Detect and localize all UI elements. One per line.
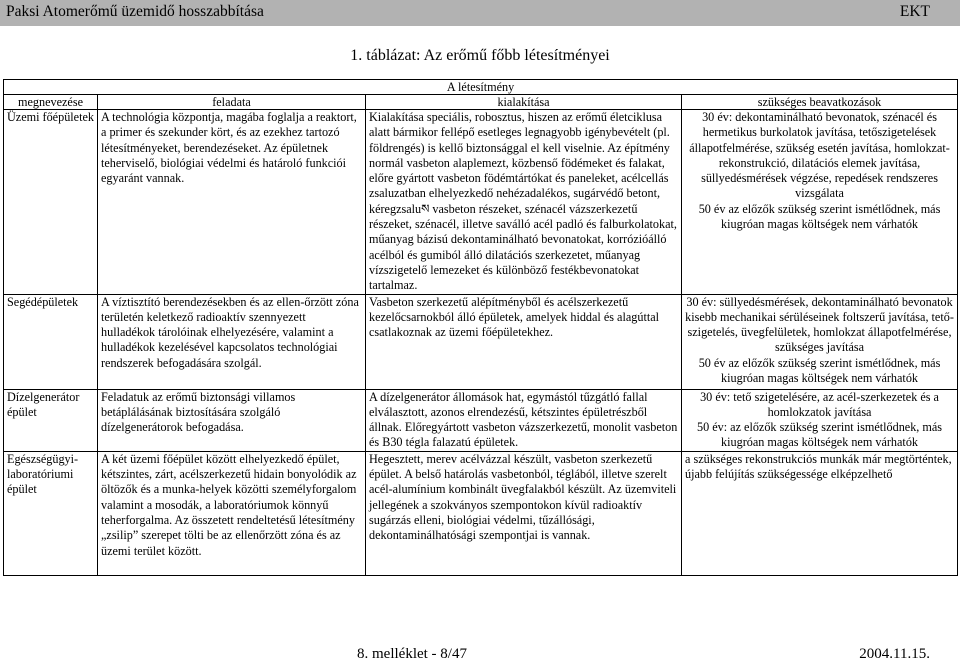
row-actions: [682, 110, 958, 295]
group-header: A létesítmény: [4, 80, 958, 95]
column-header-name: megnevezése: [4, 95, 98, 110]
row-task: A technológia központja, magába foglalja a reaktort, a primer és szekunder kört, és az ezekhez tartozó létesítményeket, berendezéseket. Az épületnek teherviselő, biológiai védelmi és határoló funkciói egyaránt vannak.: [98, 110, 366, 295]
table-header-row: [4, 95, 958, 110]
row-name: Segédépületek: [4, 294, 98, 389]
row-name: Üzemi főépületek: [4, 110, 98, 295]
column-header-actions: szükséges beavatkozások: [682, 95, 958, 110]
column-header-design: kialakítása: [366, 95, 682, 110]
row-actions: a szükséges rekonstrukciós munkák már megtörténtek, újabb felújítás szükségessége elképzelhető: [682, 451, 958, 575]
column-header-task: feladata: [98, 95, 366, 110]
header-title: Paksi Atomerőmű üzemidő hosszabbítása: [6, 3, 264, 20]
table-row: [4, 294, 958, 389]
row-task: Feladatuk az erőmű biztonsági villamos betáplálásának biztosítására szolgáló dízelgenerátorok befogadása.: [98, 389, 366, 451]
table-row: [4, 110, 958, 295]
row-actions-text: 30 év: süllyedésmérések, dekontaminálható bevonatok kisebb mechanikai sérüléseinek foltszerű javítása, tető-szigetelés, üvegfelületek, homlokzat állapotfelmérése, szükséges javítása 50 év az előzők szükség szerint ismétlődnek, más kiugróan magas költségek nem várhatók: [685, 294, 954, 386]
table-row: [4, 451, 958, 575]
row-name: Egészségügyi-laboratóriumi épület: [4, 451, 98, 575]
row-actions-text: 30 év: dekontaminálható bevonatok, szénacél és hermetikus burkolatok javítása, tetőszigetelések állapotfelmérése, szükség esetén javítása, homlokzat-rekonstrukció, dilatációs elemek javítása, süllyedésmérések végzése, repedések rendszeres vizsgálata 50 év az előzők szükség szerint ismétlődnek, más kiugróan magas költségek nem várhatók: [689, 110, 950, 232]
footer-date: 2004.11.15.: [859, 646, 930, 662]
row-design: Kialakítása speciális, robosztus, hiszen az erőmű életciklusa alatt bármikor fellépő esetleges legnagyobb igénybevételt (pl. földrengés) is kellő biztonsággal el kell viselnie. Az építmény normál vasbeton alaplemezt, közbenső födémeket és falakat, előre gyártott vasbeton födémtártókat és paneleket, acélcellás zsaluzatban elhelyezkedő nehézadalékos, sugárvédő betont, kéregzsaluས vasbeton részeket, szénacél vázszerkezetű részeket, szénacél, illetve saválló acél padló és falburkolatokat, műanyag bázisú dekontaminálható bevonatokat, korrózióálló acélból és gumiból álló dilatációs szerkezetet, műanyag vízszigetelő lemezeket és különböző festékbevonatokat tartalmaz.: [366, 110, 682, 295]
row-task: A víztisztító berendezésekben és az ellen-őrzött zóna területén keletkező radioaktív szennyezett hulladékok tárolóinak elhelyezésére, valamint a hulladékok kezelésével kapcsolatos technológiai rendszerek befogadására szolgál.: [98, 294, 366, 389]
row-design: Vasbeton szerkezetű alépítményből és acélszerkezetű kezelőcsarnokból álló épületek, amelyek hiddal és alagúttal csatlakoznak az üzemi főépületekhez.: [366, 294, 682, 389]
row-name: Dízelgenerátor épület: [4, 389, 98, 451]
row-actions-text: 30 év: tető szigetelésére, az acél-szerkezetek és a homlokzatok javítása 50 év: az előzők szükség szerint ismétlődnek, más kiugróan magas költségek nem várhatók: [697, 389, 943, 450]
row-design: A dízelgenerátor állomások hat, egymástól tűzgátló fallal elválasztott, azonos elrendezésű, kétszintes épületrészből állnak. Előregyártott vasbeton vázszerkezetű, monolit vasbeton és B30 tégla falazatú épületek.: [366, 389, 682, 451]
table-group-header-row: [4, 80, 958, 95]
row-design: Hegesztett, merev acélvázzal készült, vasbeton szerkezetű épület. A belső határolás vasbetonból, téglából, illetve szerelt acél-alumínium kombinált üvegfalakból készült. Az üzemviteli jellegének a szokványos szempontokon kívül radioaktív sugárzás elleni, biológiai védelmi, tűzállósági, dekontaminálhatósági szempontjai is vannak.: [366, 451, 682, 575]
header-label: EKT: [899, 3, 930, 20]
facilities-table: [3, 79, 958, 576]
row-actions: [682, 389, 958, 451]
row-task: A két üzemi főépület között elhelyezkedő épület, kétszintes, zárt, acélszerkezetű hidain bonyolódik az öltözők és a munka-helyek közötti személyforgalom valamint a mosodák, a laboratóriumok könnyű teherforgalma. Az összetett rendeltetésű létesítmény „zsilip” szerepet tölti be az ellenőrzött zóna és az üzemi terület között.: [98, 451, 366, 575]
page-header: [0, 0, 960, 26]
table-caption: 1. táblázat: Az erőmű főbb létesítményei: [350, 47, 610, 64]
row-actions: [682, 294, 958, 389]
footer-page-number: 8. melléklet - 8/47: [357, 646, 467, 662]
table-row: [4, 389, 958, 451]
